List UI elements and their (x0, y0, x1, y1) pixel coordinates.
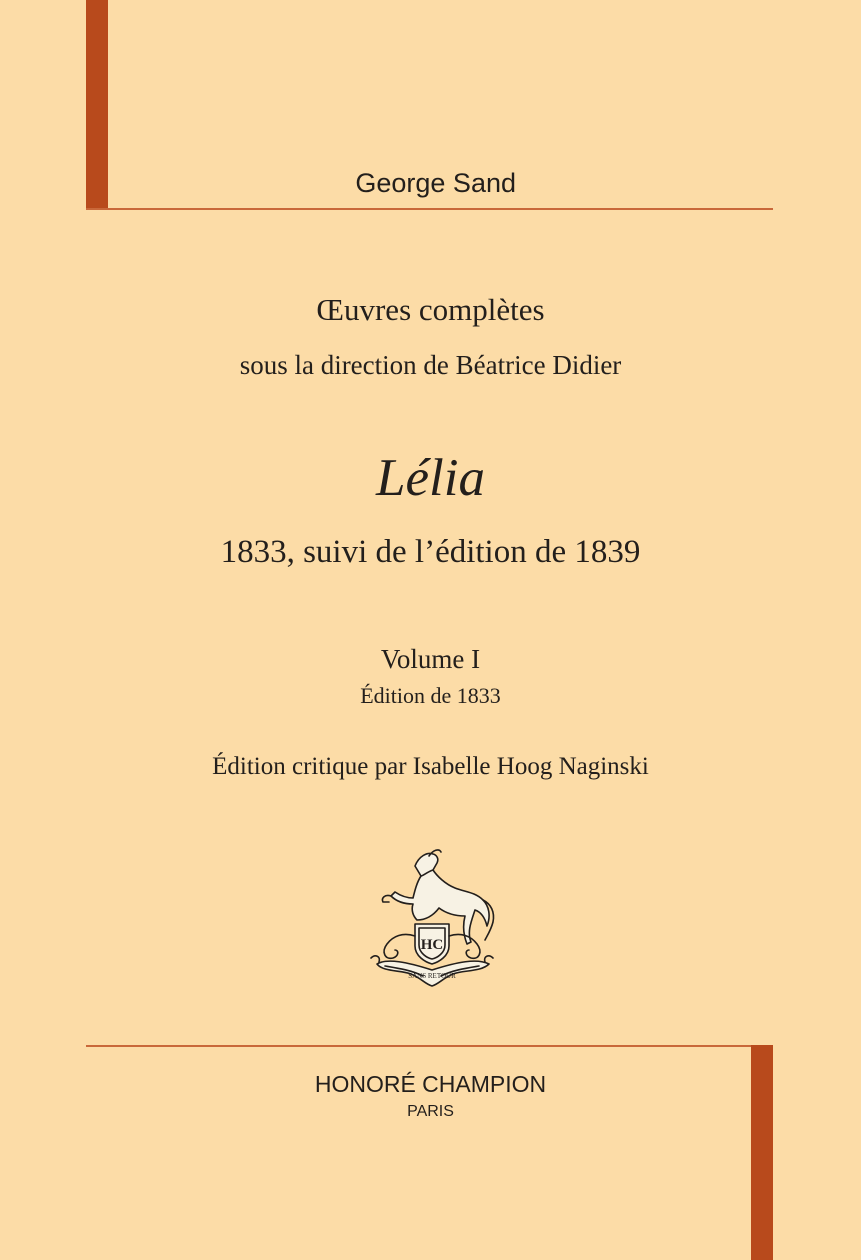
series-title: Œuvres complètes (316, 292, 545, 327)
bottom-rule (86, 1045, 773, 1047)
publisher-place: PARIS (407, 1103, 454, 1120)
publisher-name: HONORÉ CHAMPION (314, 1071, 547, 1097)
book-title: Lélia (376, 449, 485, 507)
volume-edition: Édition de 1833 (360, 683, 501, 708)
series-direction: sous la direction de Béatrice Didier (239, 350, 622, 380)
svg-text:SANS RETOUR: SANS RETOUR (408, 972, 456, 980)
book-subtitle: 1833, suivi de l’édition de 1839 (220, 534, 641, 570)
svg-text:HC: HC (420, 937, 444, 953)
volume-label: Volume I (380, 644, 481, 674)
critical-edition-credit: Édition critique par Isabelle Hoog Naginski (212, 753, 649, 780)
author-name: George Sand (355, 168, 516, 198)
rearing-horse-emblem-icon (367, 846, 497, 991)
top-rule (86, 208, 773, 210)
